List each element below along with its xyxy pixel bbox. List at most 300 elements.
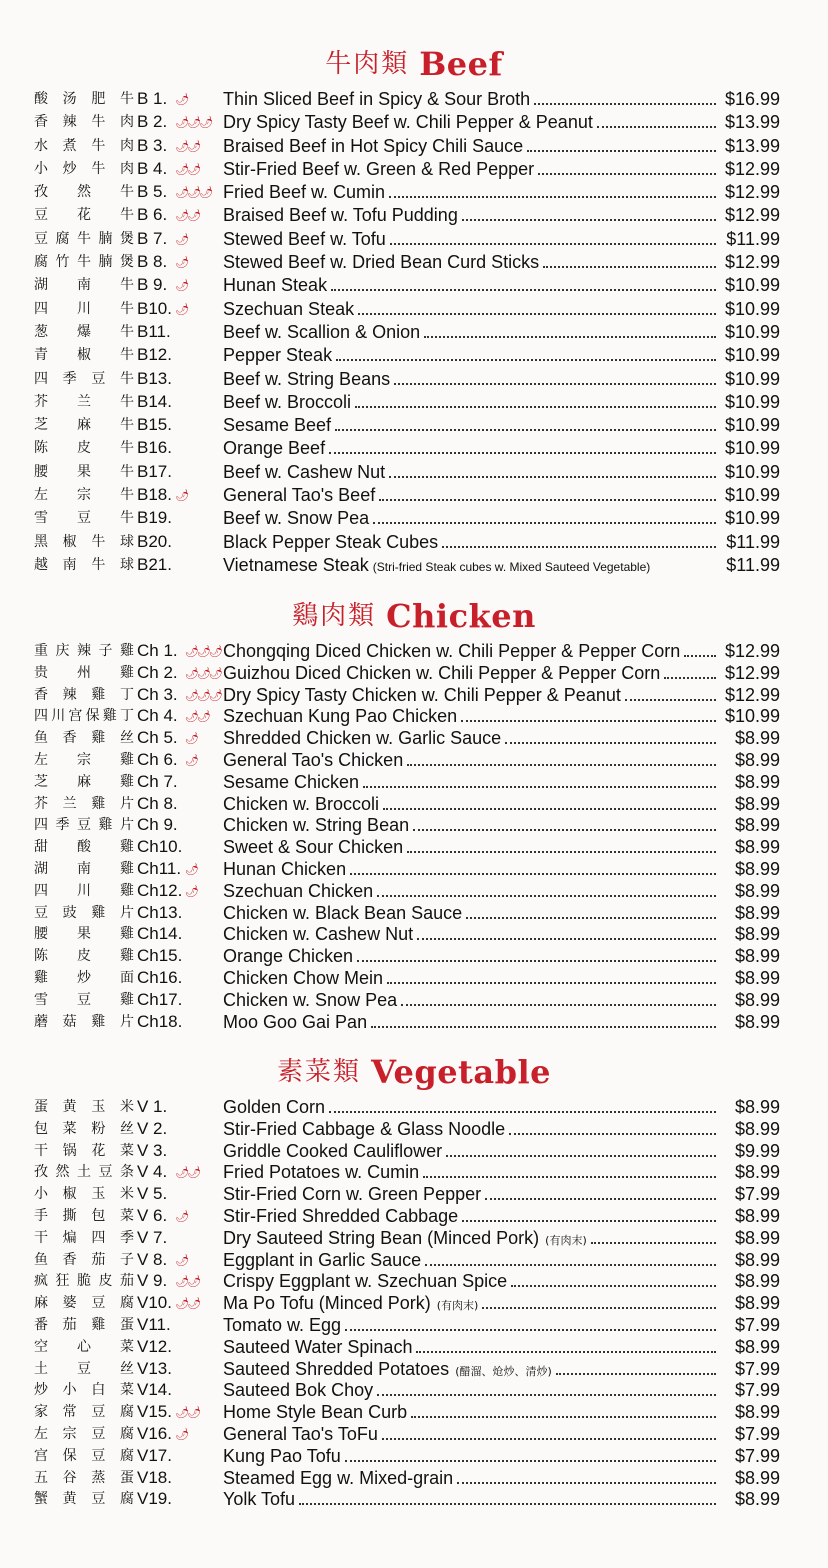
price: $7.99 xyxy=(734,1445,780,1466)
price: $8.99 xyxy=(734,837,780,858)
chili-pepper-icon: 🌶︎ xyxy=(175,140,188,153)
dish-name: Braised Beef w. Tofu Pudding xyxy=(223,205,458,226)
chili-pepper-icon: 🌶︎ xyxy=(199,117,212,130)
dish-name: Sauteed Bok Choy xyxy=(223,1380,374,1401)
dish-name: Stir-Fried Corn w. Green Pepper xyxy=(223,1184,482,1205)
dot-leader xyxy=(394,383,716,385)
dot-leader xyxy=(355,406,716,408)
dish-name: Guizhou Diced Chicken w. Chili Pepper & Pepper Corn xyxy=(223,662,661,683)
item-code: B12. xyxy=(137,345,172,365)
dish-line xyxy=(223,727,780,749)
dish-name: Chongqing Diced Chicken w. Chili Pepper & Pepper Corn xyxy=(223,641,681,661)
chinese-name: 番茄雞蛋 xyxy=(34,1316,134,1333)
dot-leader xyxy=(461,720,716,722)
price: $8.99 xyxy=(734,1402,780,1423)
dot-leader xyxy=(389,476,716,478)
dish-name: General Tao's ToFu xyxy=(223,1423,378,1444)
chili-pepper-icon: 🌶︎ xyxy=(185,646,197,658)
dish-name: Eggplant in Garlic Sauce xyxy=(223,1249,422,1270)
spicy-level xyxy=(185,881,197,903)
dish-line xyxy=(223,902,780,924)
price: $10.99 xyxy=(724,461,780,482)
dot-leader xyxy=(527,150,716,152)
chili-pepper-icon: 🌶︎ xyxy=(175,117,188,130)
menu-item xyxy=(0,1140,828,1162)
item-code: Ch 9. xyxy=(137,815,178,835)
dish-line xyxy=(223,368,780,390)
chinese-name: 湖南牛 xyxy=(34,277,134,294)
item-code: B 9. xyxy=(137,275,168,295)
dish-chinese-note: (有肉末) xyxy=(545,1233,587,1247)
chinese-name: 麻婆豆腐 xyxy=(34,1295,134,1312)
chinese-name: 陈皮雞 xyxy=(34,948,134,965)
price: $7.99 xyxy=(734,1423,780,1444)
price: $10.99 xyxy=(724,391,780,412)
price: $7.99 xyxy=(734,1184,780,1205)
dot-leader xyxy=(363,786,716,788)
dish-name: Beef w. Snow Pea xyxy=(223,508,370,529)
dish-name: Thin Sliced Beef in Spicy & Sour Broth xyxy=(223,89,531,109)
price: $10.99 xyxy=(724,706,780,727)
item-code: Ch 5. xyxy=(137,728,178,748)
price: $8.99 xyxy=(734,1271,780,1292)
item-code: B 8. xyxy=(137,252,168,272)
dish-name: General Tao's Chicken xyxy=(223,749,404,770)
chinese-name: 水煮牛肉 xyxy=(34,137,134,154)
chinese-name: 鱼香茄子 xyxy=(34,1251,134,1268)
menu-item xyxy=(0,793,828,815)
chili-pepper-icon: 🌶︎ xyxy=(175,1407,188,1420)
dot-leader xyxy=(462,219,716,221)
chinese-name: 鱼香雞丝 xyxy=(34,730,134,747)
section-chicken xyxy=(0,592,828,1032)
item-code: B 7. xyxy=(137,228,168,248)
dot-leader xyxy=(505,742,716,744)
dish-line xyxy=(223,1096,780,1118)
dot-leader xyxy=(442,546,716,548)
price: $8.99 xyxy=(734,902,780,923)
dish-name: General Tao's Beef xyxy=(223,485,376,506)
chinese-name: 黑椒牛球 xyxy=(34,533,134,550)
price: $11.99 xyxy=(726,554,780,575)
dish-line xyxy=(223,1140,780,1162)
menu-item xyxy=(0,858,828,880)
chinese-name: 干煸四季 xyxy=(34,1229,134,1246)
dish-name: Steamed Egg w. Mixed-grain xyxy=(223,1467,454,1488)
chinese-name: 贵州雞 xyxy=(34,664,134,681)
price: $8.99 xyxy=(734,1205,780,1226)
price: $7.99 xyxy=(734,1380,780,1401)
dot-leader xyxy=(417,938,716,940)
chili-pepper-icon: 🌶︎ xyxy=(187,1298,200,1311)
section-title-chinese: 牛肉類 xyxy=(325,49,410,79)
chili-pepper-icon: 🌶︎ xyxy=(175,303,188,316)
chili-pepper-icon: 🌶︎ xyxy=(175,187,188,200)
dish-name: Orange Chicken xyxy=(223,946,354,967)
menu-item xyxy=(0,1423,828,1445)
chili-pepper-icon: 🌶︎ xyxy=(185,711,197,724)
dish-line xyxy=(223,989,780,1011)
item-code: Ch 1. xyxy=(137,641,178,660)
price: $10.99 xyxy=(724,485,780,506)
chinese-name: 蘑菇雞片 xyxy=(34,1013,134,1030)
dot-leader xyxy=(509,1133,716,1135)
section-beef xyxy=(0,40,828,577)
price: $8.99 xyxy=(734,1227,780,1248)
dish-line xyxy=(223,1118,780,1140)
dot-leader xyxy=(387,982,716,984)
spicy-level xyxy=(175,112,211,134)
dish-name: Sauteed Water Spinach xyxy=(223,1336,413,1357)
chinese-name: 香辣雞丁 xyxy=(34,686,134,703)
chili-pepper-icon: 🌶︎ xyxy=(187,1276,200,1289)
price: $8.99 xyxy=(734,815,780,836)
dish-name: Shredded Chicken w. Garlic Sauce xyxy=(223,728,502,749)
menu-item xyxy=(0,684,828,706)
dot-leader xyxy=(350,873,716,875)
menu-item xyxy=(0,484,828,507)
chinese-name: 手撕包菜 xyxy=(34,1207,134,1224)
chinese-name: 香辣牛肉 xyxy=(34,114,134,131)
dish-name: Stir-Fried Beef w. Green & Red Pepper xyxy=(223,158,535,179)
dot-leader xyxy=(538,173,716,175)
dish-note: (Stri-fried Steak cubes w. Mixed Sauteed Vegetable) xyxy=(372,559,651,574)
item-code: Ch 6. xyxy=(137,749,178,769)
chili-pepper-icon: 🌶︎ xyxy=(187,163,200,176)
section-title-chinese: 鷄肉類 xyxy=(292,601,377,631)
dish-chinese-note: (醋溜、炝炒、清炒) xyxy=(455,1364,552,1378)
chili-pepper-icon: 🌶︎ xyxy=(208,646,221,658)
dot-leader xyxy=(462,1220,716,1222)
item-code: Ch11. xyxy=(137,858,182,878)
spicy-level xyxy=(175,1402,199,1424)
item-code: B10. xyxy=(137,298,172,318)
spicy-level xyxy=(175,1271,199,1293)
dot-leader xyxy=(482,1307,716,1309)
dish-line xyxy=(223,251,780,273)
chinese-name: 豆腐牛腩煲 xyxy=(34,230,134,247)
dot-leader xyxy=(373,522,716,524)
chili-pepper-icon: 🌶︎ xyxy=(208,689,221,702)
dish-name: Home Style Bean Curb xyxy=(223,1402,408,1423)
chili-pepper-icon: 🌶︎ xyxy=(196,646,209,658)
chinese-name: 酸汤肥牛 xyxy=(34,91,134,107)
price: $8.99 xyxy=(734,858,780,879)
chili-pepper-icon: 🌶︎ xyxy=(185,667,197,680)
spicy-level xyxy=(175,1293,199,1315)
dish-line xyxy=(223,640,780,662)
price: $8.99 xyxy=(734,1011,780,1032)
spicy-level xyxy=(185,685,221,707)
menu-item xyxy=(0,1118,828,1140)
dish-name: Black Pepper Steak Cubes xyxy=(223,531,439,552)
price: $10.99 xyxy=(724,321,780,342)
dish-name: Golden Corn xyxy=(223,1097,326,1117)
menu-item xyxy=(0,251,828,274)
chinese-name: 葱爆牛 xyxy=(34,323,134,340)
dot-leader xyxy=(377,895,716,897)
dot-leader xyxy=(329,452,716,454)
dish-name: Hunan Steak xyxy=(223,275,328,296)
menu-item xyxy=(0,368,828,391)
price: $8.99 xyxy=(734,1097,780,1117)
item-code: V 3. xyxy=(137,1140,168,1160)
dish-line xyxy=(223,880,780,902)
dish-line xyxy=(223,1314,780,1336)
menu-item xyxy=(0,1336,828,1358)
dish-name: Chicken w. Snow Pea xyxy=(223,989,398,1010)
dish-name: Pepper Steak xyxy=(223,345,333,366)
menu-item xyxy=(0,228,828,251)
menu-item xyxy=(0,989,828,1011)
dot-leader xyxy=(383,808,716,810)
chinese-name: 豆豉雞片 xyxy=(34,904,134,921)
dot-leader xyxy=(425,1264,716,1266)
chili-pepper-icon: 🌶︎ xyxy=(185,733,197,746)
price: $12.99 xyxy=(724,662,780,683)
spicy-level xyxy=(175,485,187,507)
price: $8.99 xyxy=(734,1336,780,1357)
price: $8.99 xyxy=(734,749,780,770)
dish-line xyxy=(223,1161,780,1183)
chili-pepper-icon: 🌶︎ xyxy=(187,210,200,223)
menu-item xyxy=(0,181,828,204)
dot-leader xyxy=(407,851,716,853)
dot-leader xyxy=(457,1482,716,1484)
menu-item xyxy=(0,414,828,437)
price: $8.99 xyxy=(734,793,780,814)
dish-line xyxy=(223,1401,780,1423)
chinese-name: 豆花牛 xyxy=(34,207,134,224)
menu-item xyxy=(0,1445,828,1467)
menu-item xyxy=(0,771,828,793)
item-code: B 2. xyxy=(137,112,168,132)
dot-leader xyxy=(382,1438,716,1440)
chili-pepper-icon: 🌶︎ xyxy=(175,94,188,106)
item-code: Ch16. xyxy=(137,967,183,987)
menu-item xyxy=(0,158,828,181)
menu-item xyxy=(0,507,828,530)
dot-leader xyxy=(401,1004,716,1006)
price: $9.99 xyxy=(734,1140,780,1161)
dish-line xyxy=(223,1249,780,1271)
dish-chinese-note: (有肉末) xyxy=(436,1299,479,1313)
dish-name: Szechuan Chicken xyxy=(223,880,374,901)
price: $10.99 xyxy=(724,345,780,366)
section-title xyxy=(0,40,828,88)
menu-item xyxy=(0,662,828,684)
chinese-name: 左宗牛 xyxy=(34,487,134,504)
item-code: V13. xyxy=(137,1358,172,1378)
dot-leader xyxy=(379,499,716,501)
item-code: Ch 4. xyxy=(137,706,178,726)
dish-line xyxy=(223,1183,780,1205)
dish-line xyxy=(223,1011,780,1033)
chili-pepper-icon: 🌶︎ xyxy=(199,187,212,200)
menu-item xyxy=(0,902,828,924)
dish-line xyxy=(223,414,780,436)
price: $8.99 xyxy=(734,1162,780,1183)
item-code: V 8. xyxy=(137,1249,168,1269)
chili-pepper-icon: 🌶︎ xyxy=(187,187,200,200)
chinese-name: 疯狂脆皮茄 xyxy=(34,1273,134,1290)
chili-pepper-icon: 🌶︎ xyxy=(175,1210,188,1223)
dish-name: Chicken w. Broccoli xyxy=(223,793,380,814)
spicy-level xyxy=(175,159,199,181)
dish-name: Chicken w. Black Bean Sauce xyxy=(223,902,463,923)
chinese-name: 四季豆牛 xyxy=(34,370,134,387)
chinese-name: 家常豆腐 xyxy=(34,1404,134,1421)
dot-leader xyxy=(684,655,716,657)
dot-leader xyxy=(423,1176,716,1178)
menu-item xyxy=(0,836,828,858)
spicy-level xyxy=(175,275,187,297)
chili-pepper-icon: 🌶︎ xyxy=(196,711,209,724)
dish-line xyxy=(223,749,780,771)
price: $8.99 xyxy=(734,1249,780,1270)
chinese-name: 四季豆雞片 xyxy=(34,817,134,834)
item-code: V11. xyxy=(137,1314,171,1334)
dish-name: Dry Spicy Tasty Beef w. Chili Pepper & Peanut xyxy=(223,112,593,133)
spicy-level xyxy=(175,182,211,204)
menu-item xyxy=(0,967,828,989)
dot-leader xyxy=(413,829,716,831)
item-code: Ch12. xyxy=(137,880,183,900)
chinese-name: 腰果牛 xyxy=(34,463,134,480)
chinese-name: 五谷蒸蛋 xyxy=(34,1469,134,1486)
price: $8.99 xyxy=(734,771,780,792)
menu-item xyxy=(0,1467,828,1489)
item-code: V 6. xyxy=(137,1205,168,1225)
spicy-level xyxy=(185,728,197,750)
chinese-name: 炒小白菜 xyxy=(34,1382,134,1399)
dot-leader xyxy=(543,266,716,268)
item-code: Ch10. xyxy=(137,837,183,857)
section-title xyxy=(0,1048,828,1096)
menu-item xyxy=(0,1011,828,1033)
dish-name: Stewed Beef w. Tofu xyxy=(223,228,386,249)
menu-item xyxy=(0,1292,828,1314)
chinese-name: 腐竹牛腩煲 xyxy=(34,254,134,271)
dot-leader xyxy=(336,359,716,361)
dot-leader xyxy=(357,960,716,962)
menu-item xyxy=(0,1183,828,1205)
item-code: Ch 3. xyxy=(137,684,178,704)
spicy-level xyxy=(175,1250,187,1272)
item-code: V 1. xyxy=(137,1097,168,1116)
dot-leader xyxy=(446,1155,716,1157)
item-code: B 1. xyxy=(137,89,168,108)
dot-leader xyxy=(358,313,716,315)
menu-item xyxy=(0,554,828,577)
chili-pepper-icon: 🌶︎ xyxy=(185,863,197,876)
dish-line xyxy=(223,461,780,483)
dish-line xyxy=(223,814,780,836)
dish-name: Sweet & Sour Chicken xyxy=(223,837,404,858)
item-code: Ch14. xyxy=(137,924,183,944)
dish-line xyxy=(223,771,780,793)
dish-line xyxy=(223,1488,780,1510)
section-title-english: Chicken xyxy=(386,597,536,635)
menu-item xyxy=(0,1401,828,1423)
menu-item xyxy=(0,391,828,414)
chinese-name: 雪豆牛 xyxy=(34,510,134,527)
spicy-level xyxy=(175,1162,199,1184)
item-code: Ch 8. xyxy=(137,793,178,813)
dish-line xyxy=(223,858,780,880)
chinese-name: 腰果雞 xyxy=(34,926,134,943)
chili-pepper-icon: 🌶︎ xyxy=(175,257,188,270)
dish-name: Fried Beef w. Cumin xyxy=(223,182,386,203)
dot-leader xyxy=(416,1351,716,1353)
price: $12.99 xyxy=(724,684,780,705)
price: $10.99 xyxy=(724,275,780,296)
spicy-level xyxy=(175,229,187,251)
dish-line xyxy=(223,437,780,459)
dish-name: Chicken w. String Bean xyxy=(223,815,410,836)
item-code: V10. xyxy=(137,1293,172,1313)
dish-line xyxy=(223,204,780,226)
item-code: B18. xyxy=(137,485,172,505)
dot-leader xyxy=(625,699,716,701)
dish-line xyxy=(223,1270,780,1292)
chinese-name: 小炒牛肉 xyxy=(34,160,134,177)
dish-line xyxy=(223,484,780,506)
dot-leader xyxy=(331,289,716,291)
item-code: B17. xyxy=(137,461,172,481)
chinese-name: 湖南雞 xyxy=(34,860,134,877)
chinese-name: 左宗雞 xyxy=(34,751,134,768)
dish-name: Yolk Tofu xyxy=(223,1489,296,1510)
price: $8.99 xyxy=(734,1293,780,1314)
price: $10.99 xyxy=(724,368,780,389)
price: $8.99 xyxy=(734,967,780,988)
dish-line xyxy=(223,836,780,858)
spicy-level xyxy=(175,299,187,321)
price: $13.99 xyxy=(724,112,780,133)
spicy-level xyxy=(185,663,221,685)
chinese-name: 土豆丝 xyxy=(34,1360,134,1377)
menu-item xyxy=(0,727,828,749)
dish-line xyxy=(223,1445,780,1467)
price: $12.99 xyxy=(724,158,780,179)
chili-pepper-icon: 🌶︎ xyxy=(187,1167,200,1180)
menu-item xyxy=(0,640,828,662)
chili-pepper-icon: 🌶︎ xyxy=(175,490,188,503)
item-code: V18. xyxy=(137,1467,172,1487)
dish-name: Sauteed Shredded Potatoes xyxy=(223,1358,450,1379)
price: $10.99 xyxy=(724,438,780,459)
price: $11.99 xyxy=(726,228,780,249)
chili-pepper-icon: 🌶︎ xyxy=(187,117,200,130)
chinese-name: 芝麻雞 xyxy=(34,773,134,790)
item-code: B 4. xyxy=(137,158,168,178)
chinese-name: 蟹黄豆腐 xyxy=(34,1491,134,1508)
dot-leader xyxy=(511,1285,716,1287)
dot-leader xyxy=(345,1329,716,1331)
dish-name: Kung Pao Tofu xyxy=(223,1445,341,1466)
dot-leader xyxy=(664,677,716,679)
dish-line xyxy=(223,705,780,727)
price: $12.99 xyxy=(724,182,780,203)
item-code: B15. xyxy=(137,415,172,435)
chinese-name: 青椒牛 xyxy=(34,347,134,364)
dot-leader xyxy=(466,917,716,919)
dot-leader xyxy=(485,1198,716,1200)
menu-item xyxy=(0,749,828,771)
dot-leader xyxy=(556,1373,716,1375)
dish-name: Dry Spicy Tasty Chicken w. Chili Pepper & Peanut xyxy=(223,684,621,705)
